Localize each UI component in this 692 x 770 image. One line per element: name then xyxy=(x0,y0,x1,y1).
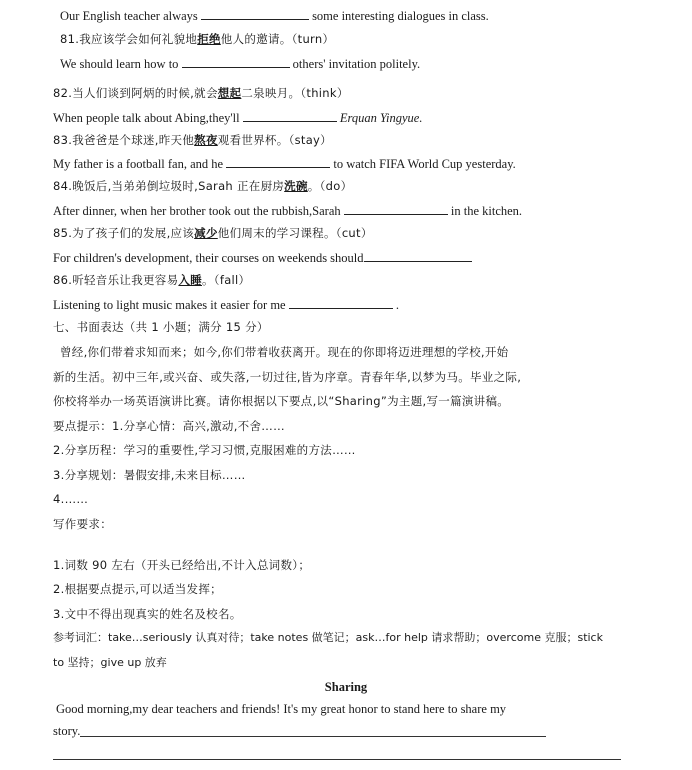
keyword: 熬夜 xyxy=(194,133,218,147)
writing-requirements-label: 写作要求： xyxy=(53,517,112,531)
keyword: 入睡 xyxy=(178,273,202,287)
requirement-3: 3.文中不得出现真实的姓名及校名。 xyxy=(53,607,242,621)
question-86-english: Listening to light music makes it easier for me . xyxy=(53,298,399,312)
hint-4: 4.…… xyxy=(53,492,89,506)
answer-blank[interactable] xyxy=(182,55,290,68)
line-text: some interesting dialogues in class. xyxy=(312,9,489,23)
essay-opening-line: Good morning,my dear teachers and friends! It's my great honor to stand here to share my xyxy=(56,702,507,716)
prompt-line-3: 你校将举办一场英语演讲比赛。请你根据以下要点,以“Sharing”为主题,写一篇演讲稿。 xyxy=(53,394,510,408)
hint-3: 3.分享规划：暑假安排,未来目标…… xyxy=(53,468,246,482)
essay-second-line: story. xyxy=(53,724,81,738)
question-83-chinese: 83.我爸爸是个球迷,昨天他熬夜观看世界杯。（stay） xyxy=(53,133,332,147)
answer-blank[interactable] xyxy=(243,109,337,122)
question-81-english: We should learn how to others' invitation politely. xyxy=(60,57,421,71)
question-86-chinese: 86.听轻音乐让我更容易入睡。（fall） xyxy=(53,273,251,287)
answer-blank[interactable] xyxy=(226,155,330,168)
prev-english-line xyxy=(60,7,489,24)
answer-blank[interactable] xyxy=(289,296,393,309)
writing-line[interactable] xyxy=(53,759,621,760)
hint-1: 要点提示：1.分享心情：高兴,激动,不舍…… xyxy=(53,419,285,433)
keyword: 拒绝 xyxy=(197,32,221,46)
question-83-english: My father is a football fan, and he to watch FIFA World Cup yesterday. xyxy=(53,157,516,171)
writing-line[interactable] xyxy=(80,736,546,737)
answer-blank[interactable] xyxy=(364,249,472,262)
answer-blank[interactable] xyxy=(344,202,448,215)
prompt-line-2: 新的生活。初中三年,或兴奋、或失落,一切过往,皆为序章。青春年华,以梦为马。毕业之际, xyxy=(53,370,522,384)
answer-blank[interactable] xyxy=(201,7,309,20)
question-84-english: After dinner, when her brother took out the rubbish,Sarah in the kitchen. xyxy=(53,204,523,218)
question-85-chinese: 85.为了孩子们的发展,应该减少他们周末的学习课程。（cut） xyxy=(53,226,373,240)
question-85-english: For children's development, their courses on weekends should xyxy=(53,249,472,266)
requirement-2: 2.根据要点提示,可以适当发挥； xyxy=(53,582,222,596)
keyword: 想起 xyxy=(217,86,242,100)
keyword: 减少 xyxy=(194,226,218,240)
vocabulary-line-1: 参考词汇：take…seriously 认真对待；take notes 做笔记；ask…for help 请求帮助；overcome 克服；stick xyxy=(53,631,603,644)
prompt-line-1: 曾经,你们带着求知而来；如今,你们带着收获离开。现在的你即将迈进理想的学校,开始 xyxy=(60,345,509,359)
vocabulary-line-2: to 坚持；give up 放弃 xyxy=(53,656,167,669)
requirement-1: 1.词数 90 左右（开头已经给出,不计入总词数）； xyxy=(53,558,311,572)
essay-title: Sharing xyxy=(324,680,368,694)
hint-2: 2.分享历程：学习的重要性,学习习惯,克服困难的方法…… xyxy=(53,443,356,457)
question-82-english: When people talk about Abing,they'll Erquan Yingyue. xyxy=(53,111,423,125)
question-84-chinese: 84.晚饭后,当弟弟倒垃圾时,Sarah 正在厨房洗碗。（do） xyxy=(53,179,353,193)
question-82-chinese: 82.当人们谈到阿炳的时候,就会想起二泉映月。（think） xyxy=(53,86,349,100)
keyword: 洗碗 xyxy=(284,179,308,193)
section-7-heading: 七、书面表达（共 1 小题；满分 15 分） xyxy=(53,320,269,334)
line-text: Our English teacher always xyxy=(60,9,198,23)
question-81-chinese: 81.我应该学会如何礼貌地拒绝他人的邀请。（turn） xyxy=(60,32,335,46)
